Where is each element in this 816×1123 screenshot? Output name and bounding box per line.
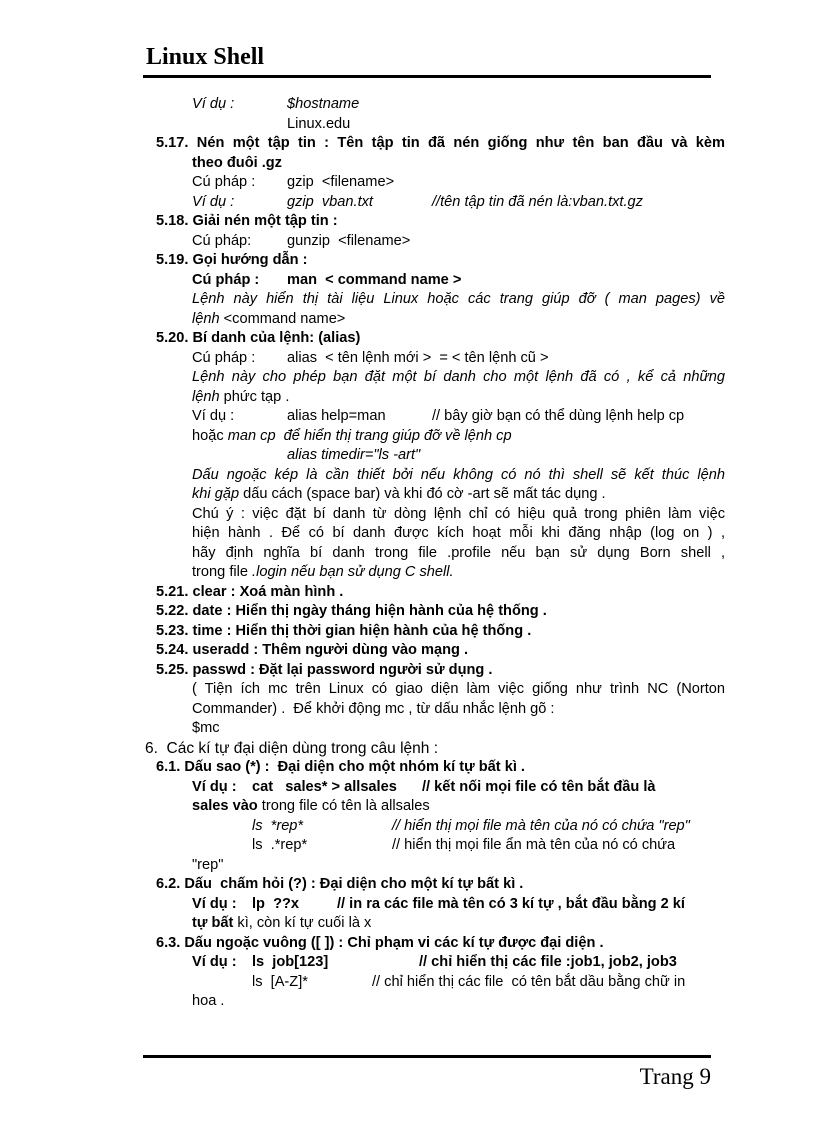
example-line: Ví dụ : lp ??x // in ra các file mà tên có 3 kí tự , bắt đầu bằng 2 kí: [192, 895, 685, 912]
header-rule: [143, 75, 711, 78]
note-line: ( Tiện ích mc trên Linux có giao diện làm việc giống như trình NC (Norton: [192, 681, 725, 697]
command-line: $mc: [192, 720, 220, 736]
example-line: Ví dụ : $hostname: [192, 96, 360, 112]
page-body: [145, 95, 725, 1012]
example-line: tự bất kì, còn kí tự cuối là x: [192, 915, 372, 931]
heading-continuation: theo đuôi .gz: [192, 154, 282, 171]
syntax-line: Cú pháp : gzip <filename>: [192, 174, 395, 190]
description-line: lệnh phức tạp .: [192, 388, 290, 405]
description-line: khi gặp dấu cách (space bar) và khi đó cờ -art sẽ mất tác dụng .: [192, 486, 606, 502]
section-heading-5-21: 5.21. clear : Xoá màn hình .: [156, 583, 344, 600]
chapter-heading-6: 6. Các kí tự đại diện dùng trong câu lệnh :: [145, 739, 439, 757]
section-heading-5-19: 5.19. Gọi hướng dẫn :: [156, 252, 308, 268]
section-heading-6-3: 6.3. Dấu ngoặc vuông ([ ]) : Chỉ phạm vi các kí tự được đại diện .: [156, 934, 604, 951]
example-line: hoa .: [192, 993, 225, 1009]
example-line: "rep": [192, 856, 224, 873]
note-line: hiện hành . Để có bí danh được kích hoạt mỗi khi đăng nhập (log on ) ,: [192, 525, 725, 541]
example-line: ls [A-Z]* // chỉ hiển thị các file có tên bắt dầu bằng chữ in: [252, 973, 686, 990]
example-line: Ví dụ : ls job[123] // chỉ hiển thị các file :job1, job2, job3: [192, 954, 677, 970]
example-line: ls *rep* // hiển thị mọi file mà tên của nó có chứa "rep": [252, 817, 690, 834]
description-line: lệnh <command name>: [192, 310, 346, 327]
example-line: Ví dụ : alias help=man // bây giờ bạn có thể dùng lệnh help cp: [192, 408, 685, 424]
syntax-line: Cú pháp : man < command name >: [192, 271, 462, 288]
section-heading-5-23: 5.23. time : Hiển thị thời gian hiện hành của hệ thống .: [156, 622, 532, 639]
syntax-line: Cú pháp : alias < tên lệnh mới > = < tên lệnh cũ >: [192, 349, 549, 366]
section-heading-5-20: 5.20. Bí danh của lệnh: (alias): [156, 330, 361, 346]
section-heading-6-2: 6.2. Dấu chấm hỏi (?) : Đại diện cho một kí tự bất kì .: [156, 876, 524, 892]
page-number: Trang 9: [639, 1064, 711, 1089]
footer-rule: [143, 1055, 711, 1058]
description-line: Lệnh này cho phép bạn đặt một bí danh cho một lệnh đã có , kể cả những: [192, 369, 725, 385]
note-line: hãy định nghĩa bí danh trong file .profile nếu bạn sử dụng Born shell ,: [192, 544, 725, 561]
example-line: alias timedir="ls -art": [287, 447, 421, 463]
header-title: Linux Shell: [146, 44, 265, 70]
section-heading-5-17: 5.17. Nén một tập tin : Tên tập tin đã nén giống như tên ban đầu và kèm: [156, 135, 725, 151]
description-line: Lệnh này hiển thị tài liệu Linux hoặc các trang giúp đỡ ( man pages) về: [192, 291, 725, 307]
example-line: Ví dụ : gzip vban.txt //tên tập tin đã nén là:vban.txt.gz: [192, 193, 643, 210]
description-line: Dấu ngoặc kép là cần thiết bởi nếu không có nó thì shell sẽ kết thúc lệnh: [192, 466, 725, 483]
section-heading-6-1: 6.1. Dấu sao (*) : Đại diện cho một nhóm kí tự bất kì .: [156, 759, 525, 775]
note-line: Commander) . Để khởi động mc , từ dấu nhắc lệnh gõ :: [192, 700, 555, 717]
example-line: hoặc man cp để hiển thị trang giúp đỡ về lệnh cp: [192, 427, 512, 444]
section-heading-5-25: 5.25. passwd : Đặt lại password người sử dụng .: [156, 661, 493, 678]
example-line: sales vào trong file có tên là allsales: [192, 798, 430, 814]
syntax-line: Cú pháp: gunzip <filename>: [192, 232, 411, 249]
note-line: trong file .login nếu bạn sử dụng C shell.: [192, 564, 454, 580]
section-heading-5-24: 5.24. useradd : Thêm người dùng vào mạng .: [156, 642, 469, 658]
example-line: ls .*rep* // hiển thị mọi file ẩn mà tên của nó có chứa: [252, 837, 676, 853]
output-line: Linux.edu: [287, 115, 351, 132]
note-line: Chú ý : việc đặt bí danh từ dòng lệnh chỉ có hiệu quả trong phiên làm việc: [192, 505, 725, 522]
section-heading-5-22: 5.22. date : Hiển thị ngày tháng hiện hành của hệ thống .: [156, 603, 547, 619]
section-heading-5-18: 5.18. Giải nén một tập tin :: [156, 213, 338, 229]
example-line: Ví dụ : cat sales* > allsales // kết nối mọi file có tên bắt đầu là: [192, 778, 656, 795]
